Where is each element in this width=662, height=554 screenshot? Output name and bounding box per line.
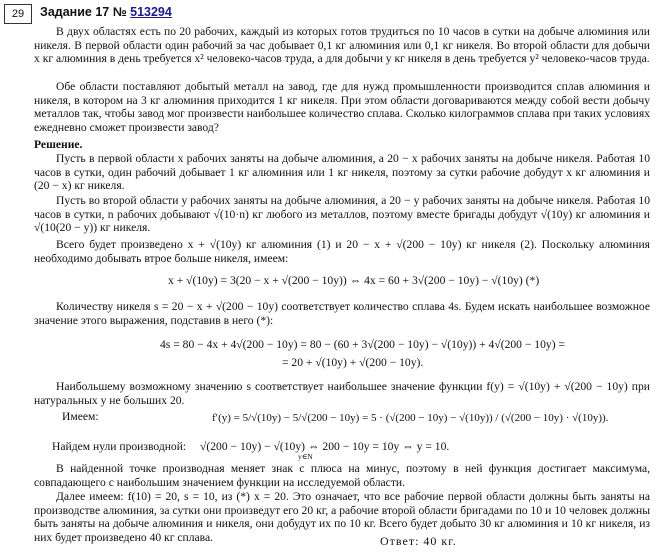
equation-alloy-line-2: = 20 + √(10y) + √(200 − 10y). [282,356,424,369]
solution-paragraph-4: Количеству никеля s = 20 − x + √(200 − 10y) соответствует количество сплава 4s. Будем искать наибольшее возможное значение этого выражения, подставив в него (*): [34,300,650,327]
equation-zeros: √(200 − 10y) − √(10y) ⇔ 200 − 10y = 10y ⇔ y = 10. [200,440,450,453]
equation-alloy-line-1: 4s = 80 − 4x + 4√(200 − 10y) = 80 − (60 + 3√(200 − 10y) − √(10y)) + 4√(200 − 10y) = [160,338,565,351]
equation-zeros-subscript: y∈N [298,452,313,461]
task-number-badge: 29 [4,4,32,24]
task-title-prefix: Задание 17 № [40,5,127,19]
solution-paragraph-3: Всего будет произведено x + √(10y) кг алюминия (1) и 20 − x + √(200 − 10y) кг никеля (2). Поскольку алюминия необходимо добывать втрое больше никеля, имеем: [34,238,650,265]
problem-paragraph-1: В двух областях есть по 20 рабочих, каждый из которых готов трудиться по 10 часов в сутки на добыче алюминия или никеля. В первой области один рабочий за час добывает 0,1 кг алюминия или 0,1 кг никеля. Во второй области для добычи x кг алюминия в день требуется x² человеко-часов труда, а для добычи y кг никеля в день требуется y² человеко-часов труда. [34,25,650,66]
problem-paragraph-2: Обе области поставляют добытый металл на завод, где для нужд промышленности производится сплав алюминия и никеля, в котором на 3 кг алюминия приходится 1 кг никеля. При этом области договариваются между собой вести добычу металлов так, чтобы завод мог произвести наибольшее количество сплава. Сколько килограммов сплава при таких условиях ежедневно сможет произвести завод? [34,80,650,134]
answer-text: Ответ: 40 кг. [380,534,457,548]
task-id-link[interactable]: 513294 [130,5,172,19]
solution-paragraph-6: В найденной точке производная меняет знак с плюса на минус, поэтому в ней функция достигает максимума, совпадающего с наибольшим значением функции на исследуемой области. [34,462,650,489]
equation-star: x + √(10y) = 3(20 − x + √(200 − 10y)) ⇔ 4x = 60 + 3√(200 − 10y) − √(10y) (*) [168,274,540,287]
solution-heading: Решение. [34,138,83,151]
solution-paragraph-5: Наибольшему возможному значению s соответствует наибольшее значение функции f(y) = √(10y) + √(200 − 10y) при натуральных y не больших 20. [34,380,650,407]
equation-derivative: f′(y) = 5/√(10y) − 5/√(200 − 10y) = 5 · (√(200 − 10y) − √(10y)) / (√(200 − 10y) · √(10y)). [212,412,609,424]
zeros-label: Найдем нули производной: [52,440,187,453]
derivative-label: Имеем: [62,410,99,423]
task-title [40,5,172,19]
solution-paragraph-7: Далее имеем: f(10) = 20, s = 10, из (*) x = 20. Это означает, что все рабочие первой области должны быть заняты на производстве алюминия, за сутки они произведут его 20 кг, а рабочие второй области бригадами по 10 и 10 человек должны быть заняты на добыче алюминия и никеля, они добудут их по 10 кг. Всего будет добыто 30 кг алюминия и 10 кг никеля, из них будет произведено 40 кг сплава. [34,490,650,544]
solution-paragraph-1: Пусть в первой области x рабочих заняты на добыче алюминия, а 20 − x рабочих заняты на добыче никеля. Работая 10 часов в сутки, один рабочий добывает 1 кг алюминия или 1 кг никеля, поэтому за сутки рабочие добудут x кг алюминия и (20 − x) кг никеля. [34,152,650,193]
solution-paragraph-2: Пусть во второй области y рабочих заняты на добыче алюминия, а 20 − y рабочих заняты на добыче никеля. Работая 10 часов в сутки, n рабочих добывают √(10·n) кг любого из металлов, поэтому вместе бригады добудут √(10y) кг алюминия и √(10(20 − y)) кг никеля. [34,194,650,235]
